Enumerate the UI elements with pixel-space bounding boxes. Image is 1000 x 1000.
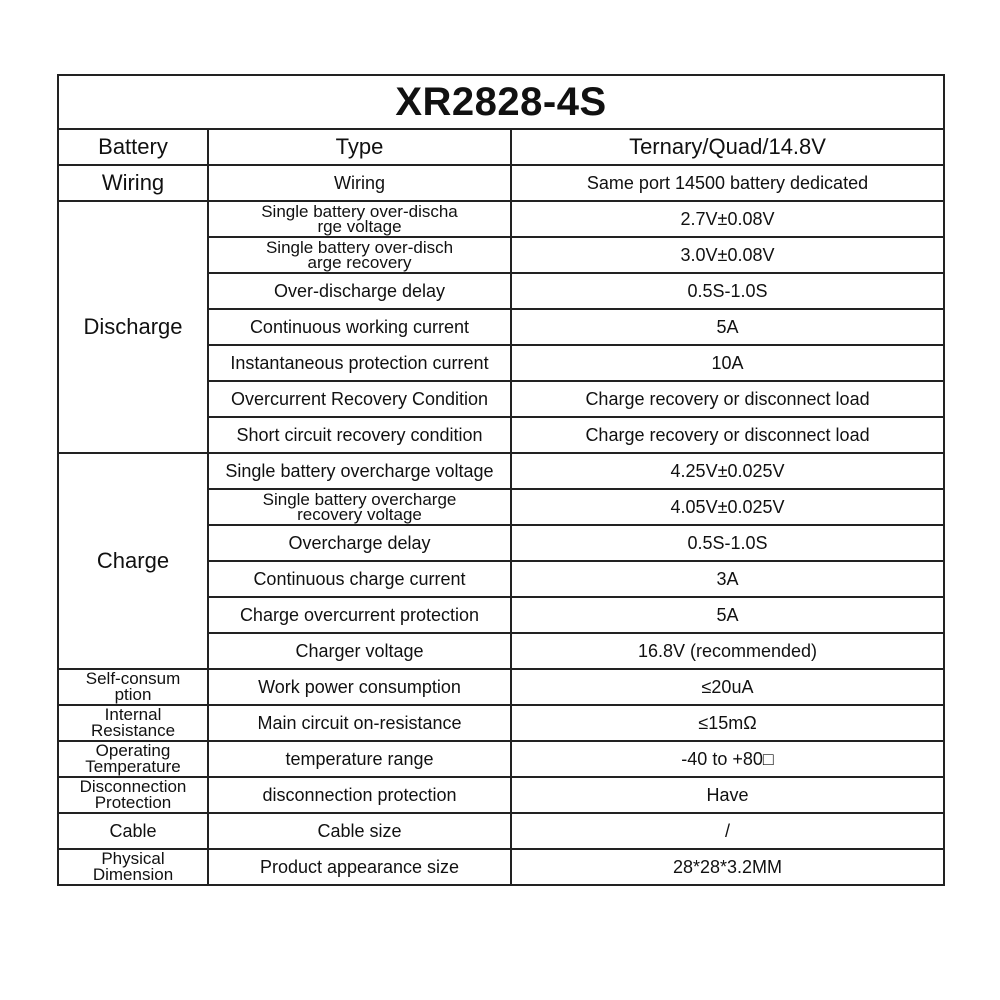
item-cell: Charger voltage: [208, 633, 511, 669]
category-line: Temperature: [85, 757, 181, 776]
table-row: [58, 813, 944, 849]
value-cell: Charge recovery or disconnect load: [511, 417, 944, 453]
value-cell: 5A: [511, 597, 944, 633]
table-row: [58, 777, 944, 813]
value-cell: 0.5S-1.0S: [511, 273, 944, 309]
value-cell: 3.0V±0.08V: [511, 237, 944, 273]
item-cell: Instantaneous protection current: [208, 345, 511, 381]
title-row: [58, 75, 944, 129]
value-cell: 16.8V (recommended): [511, 633, 944, 669]
category-line: Disconnection: [79, 777, 187, 796]
item-cell: Single battery overcharge voltage: [208, 453, 511, 489]
category-physical-dimension: [58, 849, 208, 885]
header-spec: Ternary/Quad/14.8V: [511, 129, 944, 165]
item-line: Single battery overcharge: [262, 490, 457, 509]
value-cell: ≤20uA: [511, 669, 944, 705]
value-cell: 5A: [511, 309, 944, 345]
table-row: [58, 849, 944, 885]
item-cell: Continuous charge current: [208, 561, 511, 597]
value-cell: 10A: [511, 345, 944, 381]
category-line: Self-consum: [85, 669, 181, 688]
item-line: rge voltage: [317, 217, 402, 236]
item-cell: Short circuit recovery condition: [208, 417, 511, 453]
item-cell: Work power consumption: [208, 669, 511, 705]
table-row: [58, 201, 944, 237]
value-cell: -40 to +80□: [511, 741, 944, 777]
value-cell: 2.7V±0.08V: [511, 201, 944, 237]
category-operating-temperature: [58, 741, 208, 777]
table-row: [58, 705, 944, 741]
category-cable: Cable: [58, 813, 208, 849]
spec-table: [57, 74, 945, 886]
value-cell: Same port 14500 battery dedicated: [511, 165, 944, 201]
value-cell: Charge recovery or disconnect load: [511, 381, 944, 417]
item-cell: [208, 237, 511, 273]
value-cell: 28*28*3.2MM: [511, 849, 944, 885]
item-cell: [208, 489, 511, 525]
item-line: Single battery over-discha: [261, 202, 458, 221]
category-charge: Charge: [58, 453, 208, 669]
item-cell: Overcharge delay: [208, 525, 511, 561]
table-row: [58, 453, 944, 489]
item-line: arge recovery: [307, 253, 412, 272]
item-line: recovery voltage: [297, 505, 422, 524]
category-line: Operating: [95, 741, 171, 760]
item-cell: Wiring: [208, 165, 511, 201]
item-line: Single battery over-disch: [265, 238, 454, 257]
item-cell: temperature range: [208, 741, 511, 777]
value-cell: 4.05V±0.025V: [511, 489, 944, 525]
value-cell: /: [511, 813, 944, 849]
item-cell: [208, 201, 511, 237]
category-line: Physical: [101, 849, 165, 868]
category-line: Protection: [94, 793, 172, 812]
header-battery: Battery: [58, 129, 208, 165]
category-discharge: Discharge: [58, 201, 208, 453]
item-cell: disconnection protection: [208, 777, 511, 813]
item-cell: Main circuit on-resistance: [208, 705, 511, 741]
category-disconnection-protection: [58, 777, 208, 813]
table-row: [58, 669, 944, 705]
item-cell: Continuous working current: [208, 309, 511, 345]
item-cell: Charge overcurrent protection: [208, 597, 511, 633]
table-row: [58, 165, 944, 201]
category-line: Internal: [104, 705, 162, 724]
category-wiring: Wiring: [58, 165, 208, 201]
value-cell: 4.25V±0.025V: [511, 453, 944, 489]
table-title: XR2828-4S: [58, 75, 944, 129]
table-row: [58, 741, 944, 777]
header-row: [58, 129, 944, 165]
item-cell: Overcurrent Recovery Condition: [208, 381, 511, 417]
value-cell: ≤15mΩ: [511, 705, 944, 741]
value-cell: Have: [511, 777, 944, 813]
item-cell: Cable size: [208, 813, 511, 849]
item-cell: Over-discharge delay: [208, 273, 511, 309]
category-line: Dimension: [92, 865, 174, 884]
category-internal-resistance: [58, 705, 208, 741]
category-line: ption: [114, 685, 152, 704]
value-cell: 3A: [511, 561, 944, 597]
category-line: Resistance: [90, 721, 176, 740]
category-self-consumption: [58, 669, 208, 705]
header-type: Type: [208, 129, 511, 165]
value-cell: 0.5S-1.0S: [511, 525, 944, 561]
item-cell: Product appearance size: [208, 849, 511, 885]
